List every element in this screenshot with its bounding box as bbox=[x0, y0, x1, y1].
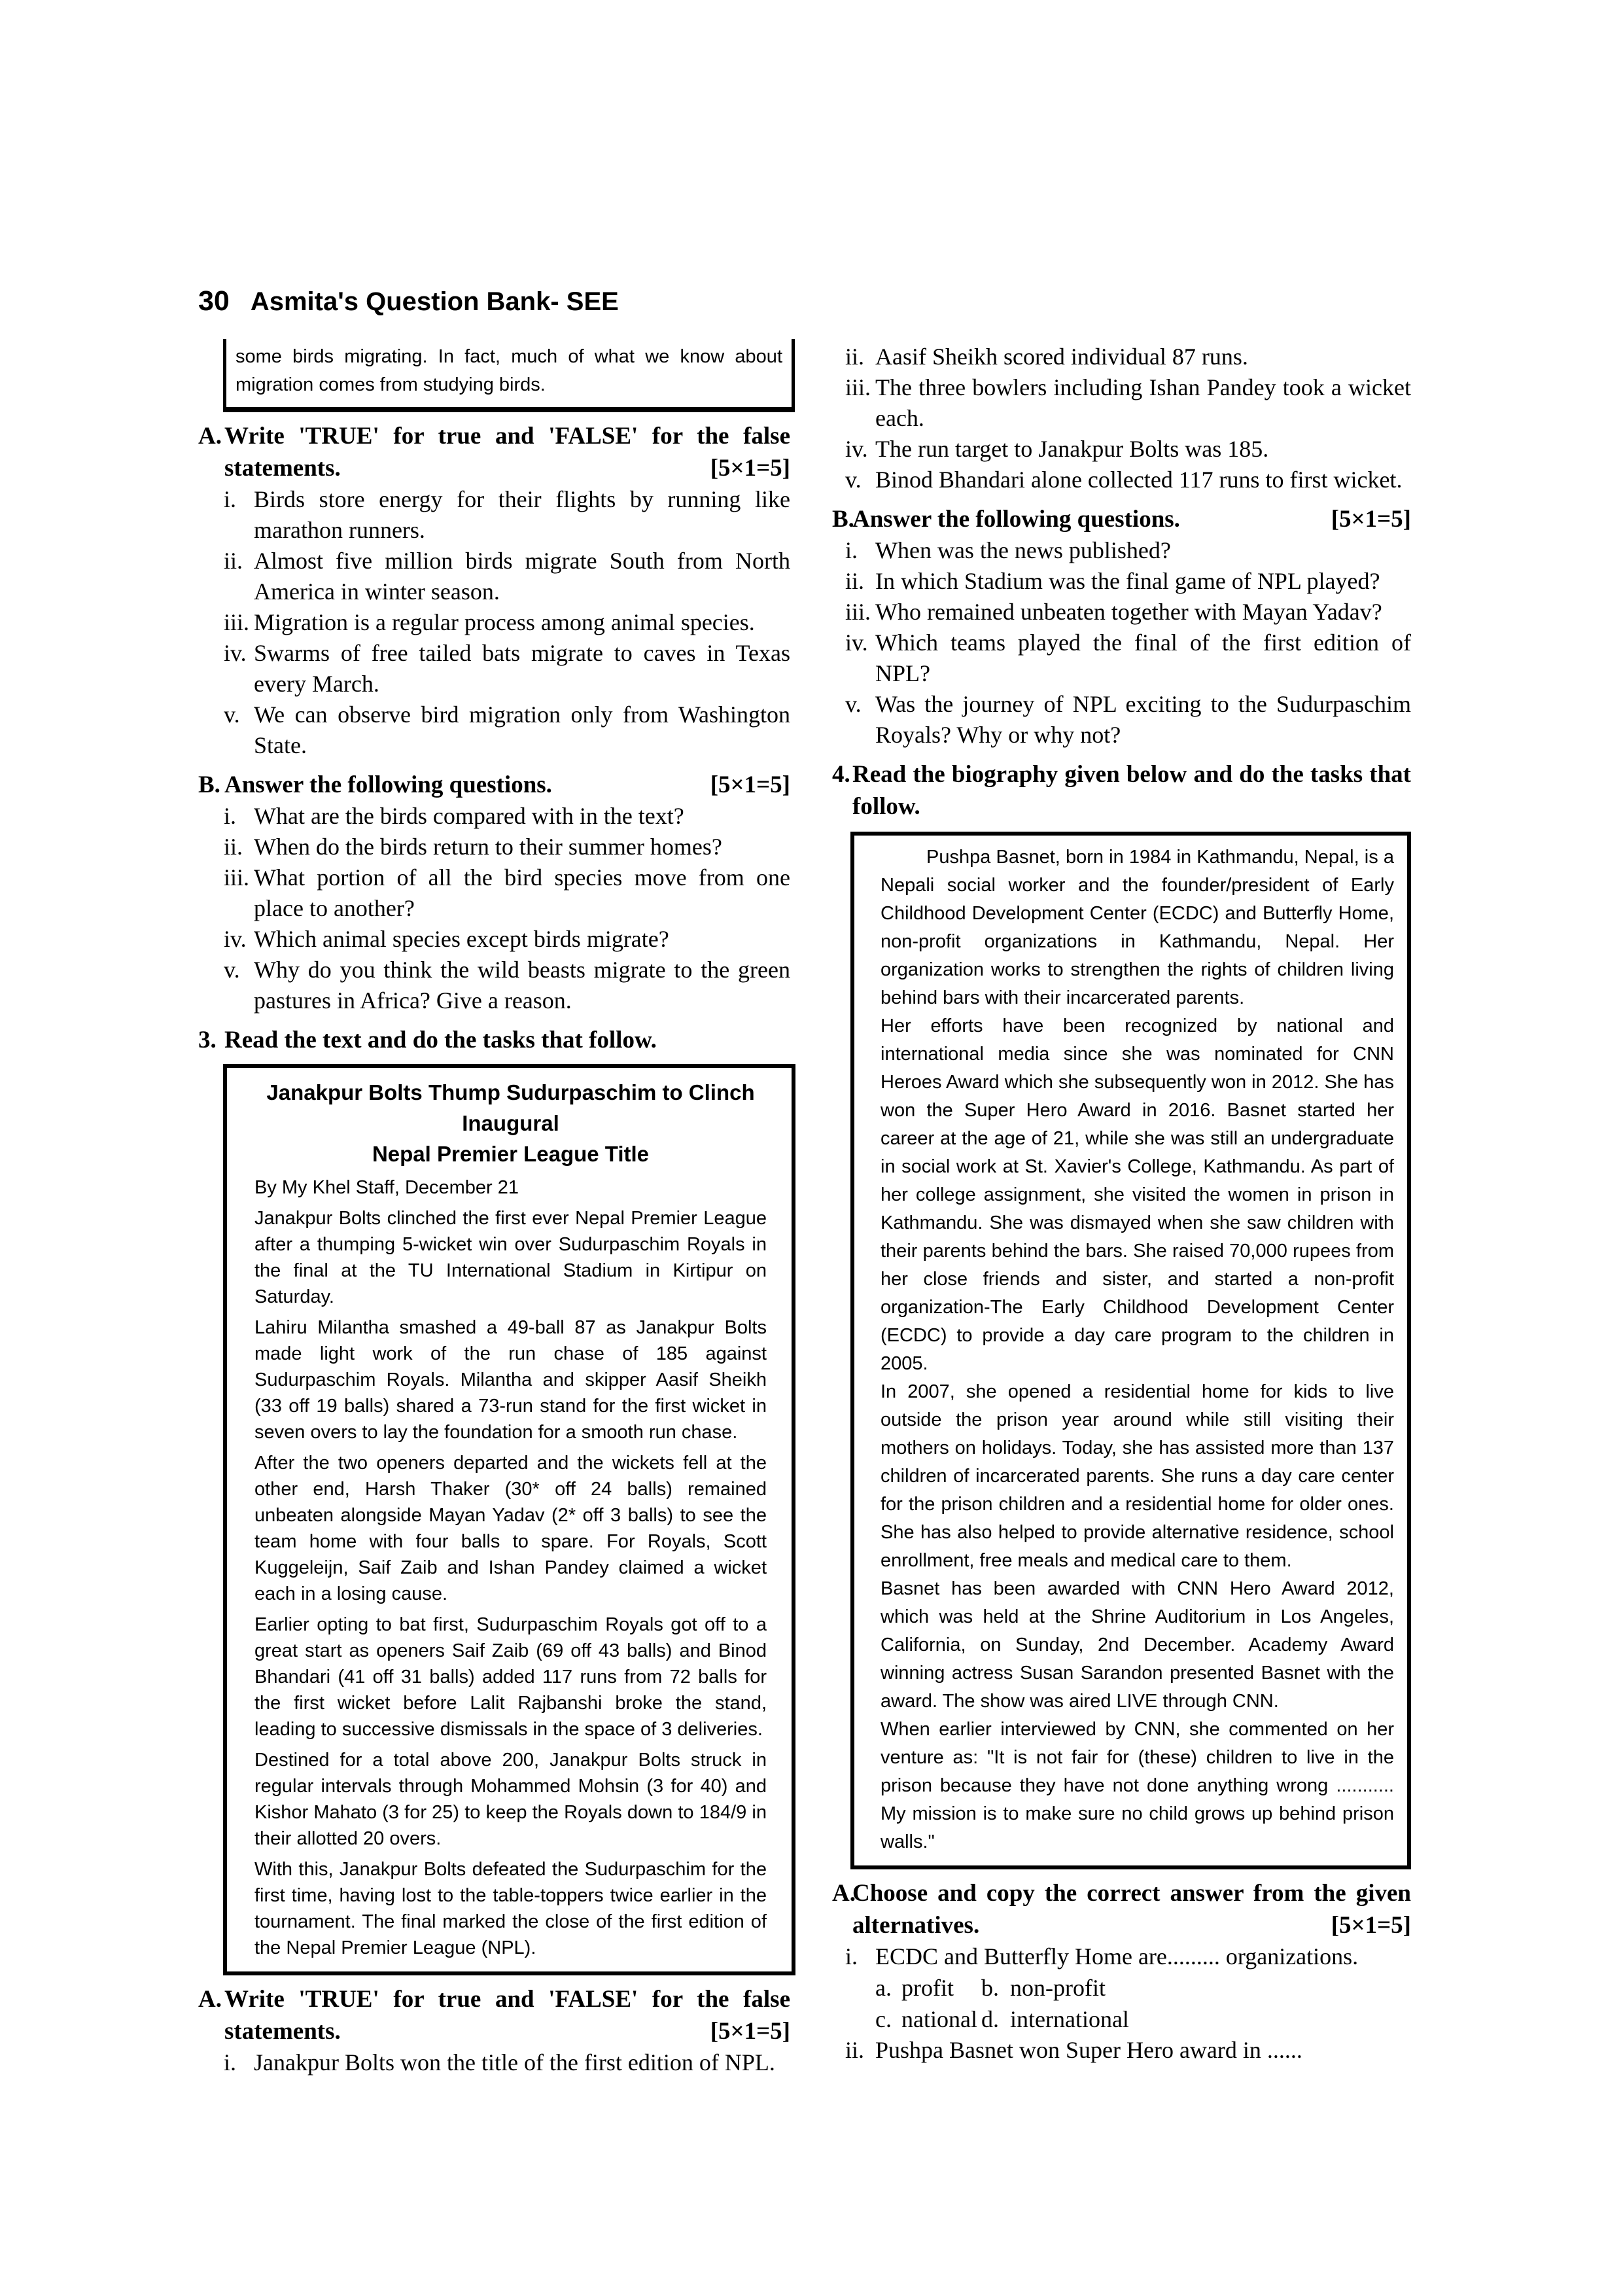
mcq-options bbox=[875, 1972, 1411, 2035]
item-text: The three bowlers including Ishan Pandey took a wicket each. bbox=[875, 374, 1411, 431]
marks-badge: [5×1=5] bbox=[710, 2018, 790, 2045]
item-number: iii. bbox=[845, 599, 871, 625]
biography-paragraph: In 2007, she opened a residential home for kids to live outside the prison year around while still visiting their mothers on holidays. Today, she has assisted more than 137 children of incarcerated parents. She runs a day care center for the prison children and a residential home for older ones. She has also helped to provide alternative residence, school enrollment, free meals and medical care to them. bbox=[881, 1381, 1394, 1571]
biography-paragraph: Basnet has been awarded with CNN Hero Award 2012, which was held at the Shrine Auditorium in Los Angeles, California, on Sunday, 2nd December. Academy Award winning actress Susan Sarandon presented Basnet with the award. The show was aired LIVE through CNN. bbox=[881, 1578, 1394, 1712]
option-letter: d. bbox=[981, 2006, 999, 2032]
question-4-heading bbox=[832, 758, 1411, 822]
option-text: international bbox=[1010, 2006, 1129, 2032]
item-number: ii. bbox=[845, 568, 865, 594]
item-text: In which Stadium was the final game of NPL played? bbox=[875, 568, 1380, 594]
item-text: Birds store energy for their flights by running like marathon runners. bbox=[254, 486, 790, 543]
section-title-wrap bbox=[224, 420, 790, 484]
mcq-question bbox=[845, 1941, 1411, 1972]
question-title-wrap bbox=[852, 758, 1411, 822]
section-label: A. bbox=[198, 1986, 222, 2013]
list-item bbox=[845, 689, 1411, 751]
item-text: When was the news published? bbox=[875, 537, 1171, 563]
section-title-wrap bbox=[224, 1983, 790, 2047]
list-item bbox=[224, 607, 790, 638]
item-text: Almost five million birds migrate South from North America in winter season. bbox=[254, 548, 790, 605]
page-header bbox=[198, 285, 619, 317]
article-title-line2: Nepal Premier League Title bbox=[372, 1142, 650, 1166]
article-paragraph: Earlier opting to bat first, Sudurpaschim Royals got off to a great start as openers Saif Zaib (69 off 43 balls) and Binod Bhandari (41 off 31 balls) added 117 runs from 72 balls for the first wicket before Lalit Rajbanshi broke the stand, leading to successive dismissals in the space of 3 deliveries. bbox=[254, 1614, 767, 1740]
marks-badge: [5×1=5] bbox=[1331, 1912, 1411, 1939]
section-title: Write 'TRUE' for true and 'FALSE' for the false statements. bbox=[224, 1986, 790, 2045]
book-title: Asmita's Question Bank- SEE bbox=[250, 287, 619, 316]
passage-continuation-text: some birds migrating. In fact, much of what we know about migration comes from studying birds. bbox=[236, 346, 782, 395]
item-text: Pushpa Basnet won Super Hero award in ...... bbox=[875, 2037, 1302, 2063]
section-label: B. bbox=[832, 506, 854, 533]
item-text: We can observe bird migration only from Washington State. bbox=[254, 701, 790, 758]
item-text: Aasif Sheikh scored individual 87 runs. bbox=[875, 344, 1248, 370]
item-text: Binod Bhandari alone collected 117 runs to first wicket. bbox=[875, 467, 1403, 493]
item-text: Migration is a regular process among animal species. bbox=[254, 609, 755, 635]
section-b2-heading bbox=[832, 503, 1411, 535]
article-paragraph: After the two openers departed and the wickets fell at the other end, Harsh Thaker (30* off 24 balls) remained unbeaten alongside Mayan Yadav (2* off 3 balls) to see the team home with four balls to spare. For Royals, Scott Kuggeleijn, Saif Zaib and Ishan Pandey claimed a wicket each in a losing cause. bbox=[254, 1453, 767, 1604]
section-label: A. bbox=[198, 423, 222, 450]
list-item bbox=[224, 546, 790, 607]
section-a1-heading bbox=[198, 420, 790, 484]
list-item bbox=[845, 372, 1411, 434]
list-item bbox=[845, 566, 1411, 597]
item-text: When do the birds return to their summer homes? bbox=[254, 834, 722, 860]
mcq-question bbox=[845, 2035, 1411, 2066]
item-text: What portion of all the bird species move from one place to another? bbox=[254, 864, 790, 921]
article-byline: By My Khel Staff, December 21 bbox=[254, 1177, 519, 1198]
item-number: i. bbox=[845, 537, 858, 563]
list-item bbox=[224, 924, 790, 955]
question-number: 3. bbox=[198, 1027, 217, 1053]
marks-badge: [5×1=5] bbox=[1331, 506, 1411, 533]
option-text: non-profit bbox=[1010, 1975, 1106, 2001]
section-b1-items bbox=[224, 801, 790, 1016]
list-item bbox=[845, 535, 1411, 566]
item-number: iii. bbox=[224, 609, 250, 635]
item-text: Swarms of free tailed bats migrate to caves in Texas every March. bbox=[254, 640, 790, 697]
section-a2-items bbox=[224, 2047, 790, 2078]
item-number: iii. bbox=[224, 864, 250, 891]
item-number: v. bbox=[224, 701, 240, 728]
list-item bbox=[224, 955, 790, 1016]
list-item bbox=[224, 2047, 790, 2078]
list-item bbox=[224, 484, 790, 546]
item-number: iv. bbox=[845, 629, 868, 656]
item-number: ii. bbox=[224, 548, 243, 574]
item-number: ii. bbox=[224, 834, 243, 860]
section-title-wrap bbox=[224, 769, 790, 801]
list-item bbox=[845, 434, 1411, 465]
item-number: ii. bbox=[845, 2037, 865, 2063]
item-number: v. bbox=[845, 691, 862, 717]
section-title-wrap bbox=[852, 503, 1411, 535]
item-text: The run target to Janakpur Bolts was 185. bbox=[875, 436, 1269, 462]
option-text: profit bbox=[901, 1975, 954, 2001]
item-text: Why do you think the wild beasts migrate to the green pastures in Africa? Give a reason. bbox=[254, 957, 790, 1014]
section-a1-items bbox=[224, 484, 790, 761]
item-number: i. bbox=[845, 1943, 858, 1969]
question-title: Read the biography given below and do the tasks that follow. bbox=[852, 761, 1411, 820]
item-text: Was the journey of NPL exciting to the Sudurpaschim Royals? Why or why not? bbox=[875, 691, 1411, 748]
left-column bbox=[198, 339, 790, 2078]
article-paragraph: With this, Janakpur Bolts defeated the Sudurpaschim for the first time, having lost to the table-toppers twice earlier in the tournament. The final marked the close of the first edition of the Nepal Premier League (NPL). bbox=[254, 1859, 767, 1958]
list-item bbox=[845, 597, 1411, 627]
question-3-heading bbox=[198, 1024, 790, 1056]
article-paragraph: Lahiru Milantha smashed a 49-ball 87 as Janakpur Bolts made light work of the run chase of 185 against Sudurpaschim Royals. Milantha and skipper Aasif Sheikh (33 off 19 balls) shared a 73-run stand for the first wicket in seven overs to lay the foundation for a smooth run chase. bbox=[254, 1317, 767, 1443]
list-item bbox=[224, 699, 790, 761]
question-title-wrap bbox=[224, 1024, 790, 1056]
question-number: 4. bbox=[832, 761, 850, 788]
marks-badge: [5×1=5] bbox=[710, 455, 790, 482]
option-letter: b. bbox=[981, 1975, 999, 2001]
list-item bbox=[224, 832, 790, 862]
biography-box bbox=[850, 832, 1411, 1869]
item-number: ii. bbox=[845, 344, 865, 370]
article-title-line1: Janakpur Bolts Thump Sudurpaschim to Clinch Inaugural bbox=[266, 1080, 755, 1135]
item-number: i. bbox=[224, 486, 237, 512]
item-text: Who remained unbeaten together with Mayan Yadav? bbox=[875, 599, 1382, 625]
section-title: Write 'TRUE' for true and 'FALSE' for the false statements. bbox=[224, 423, 790, 482]
passage-continuation-box bbox=[223, 339, 795, 412]
list-item bbox=[845, 342, 1411, 372]
section-a2-items-continued bbox=[845, 342, 1411, 495]
section-b2-items bbox=[845, 535, 1411, 751]
section-a3-items bbox=[845, 1941, 1411, 2066]
item-number: iv. bbox=[845, 436, 868, 462]
item-text: Janakpur Bolts won the title of the first edition of NPL. bbox=[254, 2049, 775, 2075]
section-title: Choose and copy the correct answer from the given alternatives. bbox=[852, 1880, 1411, 1939]
section-title: Answer the following questions. bbox=[852, 506, 1180, 533]
two-column-layout bbox=[198, 339, 1411, 2078]
option-letter: a. bbox=[875, 1975, 892, 2001]
article-paragraph: Janakpur Bolts clinched the first ever Nepal Premier League after a thumping 5-wicket win over Sudurpaschim Royals in the final at the TU International Stadium in Kirtipur on Saturday. bbox=[254, 1208, 767, 1307]
option-text: national bbox=[901, 2006, 977, 2032]
biography-paragraph: Pushpa Basnet, born in 1984 in Kathmandu, Nepal, is a Nepali social worker and the founder/president of Early Childhood Development Center (ECDC) and Butterfly Home, non-profit organizations in Kathmandu, Nepal. Her organization works to strengthen the rights of children living behind bars with their incarcerated parents. bbox=[881, 847, 1394, 1008]
item-number: v. bbox=[224, 957, 240, 983]
item-number: v. bbox=[845, 467, 862, 493]
list-item bbox=[845, 627, 1411, 689]
section-a2-heading bbox=[198, 1983, 790, 2047]
section-b1-heading bbox=[198, 769, 790, 801]
item-text: Which animal species except birds migrate? bbox=[254, 926, 669, 952]
marks-badge: [5×1=5] bbox=[710, 771, 790, 798]
item-number: iv. bbox=[224, 926, 247, 952]
item-number: i. bbox=[224, 2049, 237, 2075]
item-text: ECDC and Butterfly Home are......... organizations. bbox=[875, 1943, 1359, 1969]
right-column bbox=[832, 339, 1411, 2078]
question-title: Read the text and do the tasks that follow. bbox=[224, 1027, 657, 1053]
item-number: i. bbox=[224, 803, 237, 829]
item-text: What are the birds compared with in the text? bbox=[254, 803, 684, 829]
section-title-wrap bbox=[852, 1877, 1411, 1941]
section-title: Answer the following questions. bbox=[224, 771, 552, 798]
option-letter: c. bbox=[875, 2006, 892, 2032]
section-a3-heading bbox=[832, 1877, 1411, 1941]
biography-paragraph: When earlier interviewed by CNN, she commented on her venture as: "It is not fair for (these) children to live in the prison because they have not done anything wrong ........... My mission is to make sure no child grows up behind prison walls." bbox=[881, 1719, 1394, 1852]
list-item bbox=[224, 862, 790, 924]
news-article-box bbox=[223, 1064, 795, 1975]
list-item bbox=[224, 638, 790, 699]
item-number: iv. bbox=[224, 640, 247, 666]
list-item bbox=[845, 465, 1411, 495]
item-text: Which teams played the final of the first edition of NPL? bbox=[875, 629, 1411, 686]
page-number: 30 bbox=[198, 285, 230, 317]
item-number: iii. bbox=[845, 374, 871, 400]
article-paragraph: Destined for a total above 200, Janakpur Bolts struck in regular intervals through Mohammed Mohsin (3 for 40) and Kishor Mahato (3 for 25) to keep the Royals down to 184/9 in their allotted 20 overs. bbox=[254, 1750, 767, 1849]
article-title bbox=[254, 1077, 767, 1169]
biography-paragraph: Her efforts have been recognized by national and international media since she was nominated for CNN Heroes Award which she subsequently won in 2012. She has won the Super Hero Award in 2016. Basnet started her career at the age of 21, while she was still an undergraduate in social work at St. Xavier's College, Kathmandu. As part of her college assignment, she visited the women in prison in Kathmandu. She was dismayed when she saw children with their parents behind the bars. She raised 70,000 rupees from her close friends and sister, and started a non-profit organization-The Early Childhood Development Center (ECDC) to provide a day care program to the children in 2005. bbox=[881, 1016, 1394, 1374]
list-item bbox=[224, 801, 790, 832]
section-label: B. bbox=[198, 771, 220, 798]
section-label: A. bbox=[832, 1880, 856, 1907]
